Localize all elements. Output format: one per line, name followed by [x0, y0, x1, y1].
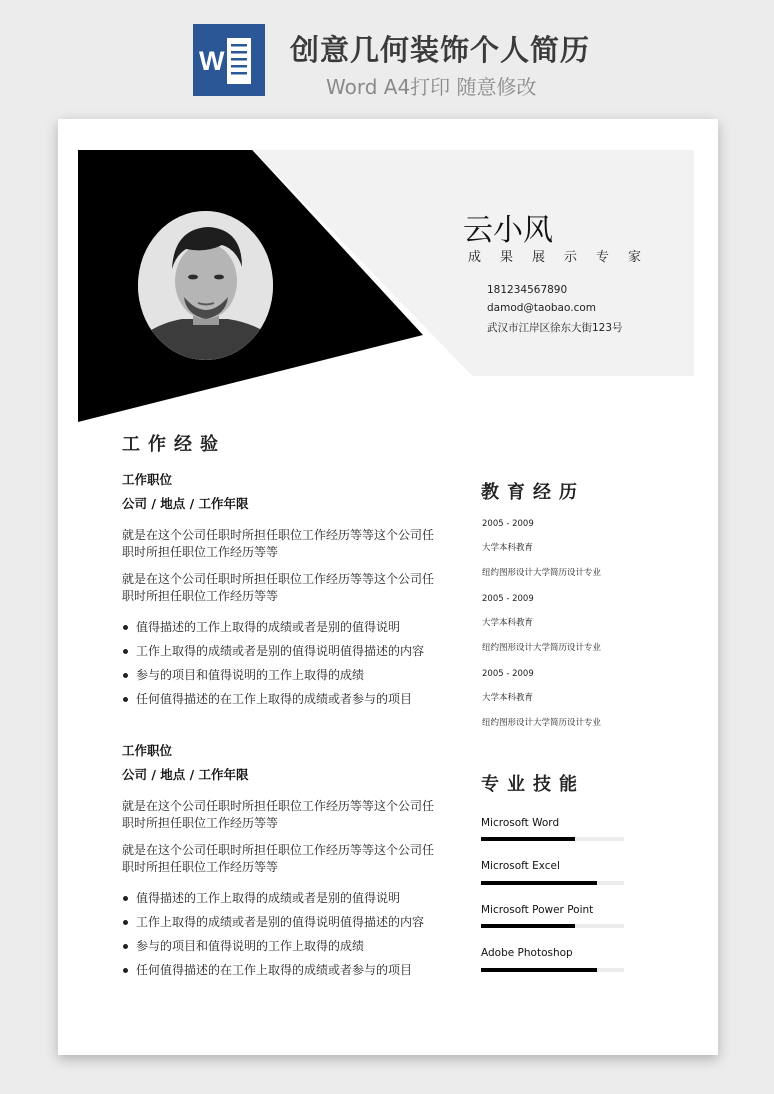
job-1-bullet-list [122, 619, 462, 715]
education-3-school: 纽约图形设计大学简历设计专业 [482, 718, 602, 728]
job-2-meta: 公司 / 地点 / 工作年限 [122, 767, 249, 782]
job-1-meta: 公司 / 地点 / 工作年限 [122, 496, 249, 511]
skill-word-bar-fill [481, 837, 575, 841]
education-2-period: 2005 - 2009 [482, 594, 534, 604]
list-item: 工作上取得的成绩或者是别的值得说明值得描述的内容 [122, 914, 462, 938]
job-1-description-1: 就是在这个公司任职时所担任职位工作经历等等这个公司任职时所担任职位工作经历等等 [122, 528, 435, 559]
education-2-school: 纽约图形设计大学简历设计专业 [482, 643, 602, 653]
list-item: 参与的项目和值得说明的工作上取得的成绩 [122, 938, 462, 962]
skill-photoshop-label: Adobe Photoshop [481, 947, 573, 959]
education-3-period: 2005 - 2009 [482, 669, 534, 679]
job-1-description-2: 就是在这个公司任职时所担任职位工作经历等等这个公司任职时所担任职位工作经历等等 [122, 572, 435, 603]
education-1-school: 纽约图形设计大学简历设计专业 [482, 568, 602, 578]
word-document-icon [193, 24, 265, 96]
job-2-description-1: 就是在这个公司任职时所担任职位工作经历等等这个公司任职时所担任职位工作经历等等 [122, 799, 435, 830]
education-1-degree: 大学本科教育 [482, 543, 534, 553]
profile-photo [138, 211, 273, 360]
resume-page [58, 119, 718, 1055]
profile-title: 成果展示专家 [468, 250, 661, 265]
job-2-bullet-list [122, 890, 462, 986]
skill-excel-bar [481, 881, 624, 885]
list-item: 值得描述的工作上取得的成绩或者是别的值得说明 [122, 890, 462, 914]
word-icon-letter: W [199, 46, 225, 76]
skill-word-bar [481, 837, 624, 841]
profile-name: 云小风 [463, 213, 553, 248]
job-2-title: 工作职位 [122, 743, 173, 758]
skill-powerpoint-bar [481, 924, 624, 928]
skill-word-label: Microsoft Word [481, 817, 560, 829]
list-item: 任何值得描述的在工作上取得的成绩或者参与的项目 [122, 691, 462, 715]
education-3-degree: 大学本科教育 [482, 693, 534, 703]
education-heading: 教育经历 [481, 482, 585, 503]
banner-subtitle: Word A4打印 随意修改 [326, 75, 537, 99]
education-2-degree: 大学本科教育 [482, 618, 534, 628]
banner-title: 创意几何装饰个人简历 [290, 33, 591, 67]
work-experience-heading: 工作经验 [122, 434, 226, 455]
contact-address: 武汉市江岸区徐东大街123号 [487, 322, 623, 334]
contact-email: damod@taobao.com [487, 302, 596, 314]
education-1-period: 2005 - 2009 [482, 519, 534, 529]
skills-heading: 专业技能 [481, 774, 585, 795]
skill-excel-bar-fill [481, 881, 597, 885]
contact-phone: 181234567890 [487, 284, 568, 296]
job-2-description-2: 就是在这个公司任职时所担任职位工作经历等等这个公司任职时所担任职位工作经历等等 [122, 843, 435, 874]
skill-photoshop-bar-fill [481, 968, 597, 972]
list-item: 参与的项目和值得说明的工作上取得的成绩 [122, 667, 462, 691]
skill-powerpoint-label: Microsoft Power Point [481, 904, 594, 916]
list-item: 工作上取得的成绩或者是别的值得说明值得描述的内容 [122, 643, 462, 667]
job-1-title: 工作职位 [122, 472, 173, 487]
skill-photoshop-bar [481, 968, 624, 972]
skill-excel-label: Microsoft Excel [481, 860, 560, 872]
list-item: 任何值得描述的在工作上取得的成绩或者参与的项目 [122, 962, 462, 986]
skill-powerpoint-bar-fill [481, 924, 575, 928]
list-item: 值得描述的工作上取得的成绩或者是别的值得说明 [122, 619, 462, 643]
banner [0, 0, 774, 110]
